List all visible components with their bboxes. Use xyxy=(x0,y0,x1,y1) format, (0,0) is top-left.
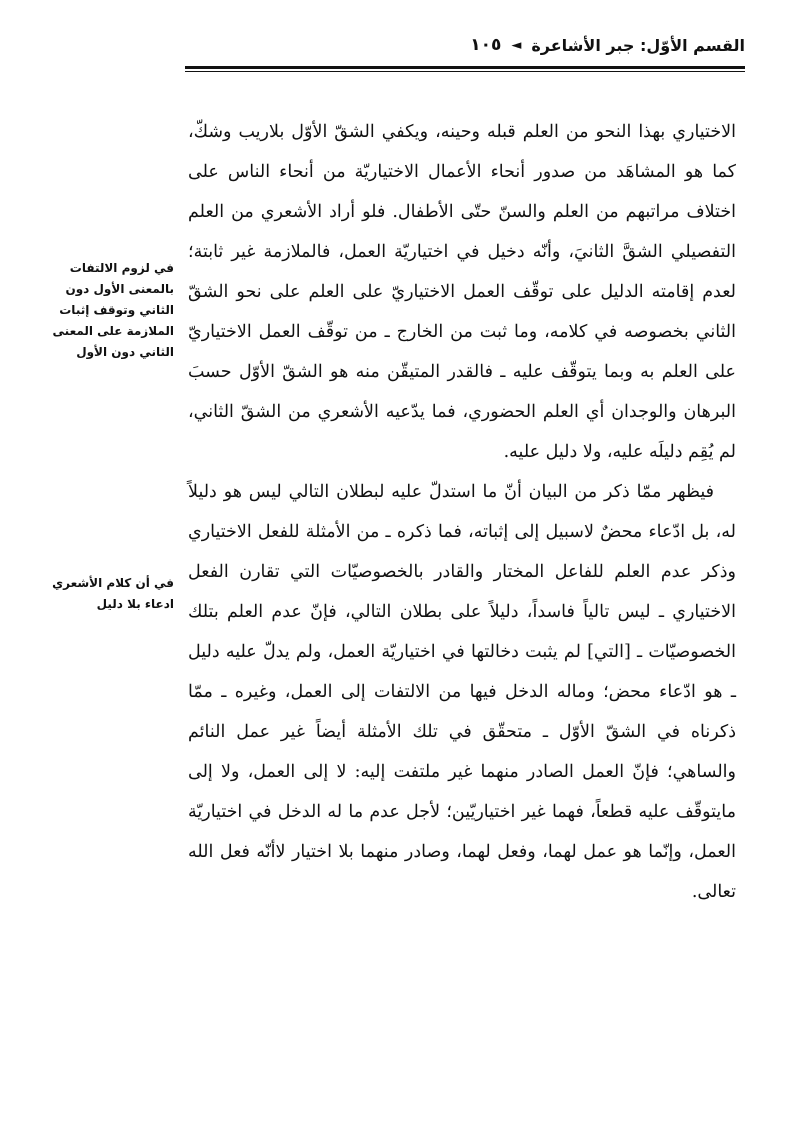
header-rule-thick xyxy=(185,66,745,69)
margin-note: في أن كلام الأشعري ادعاء بلا دليل xyxy=(52,576,174,611)
running-header xyxy=(185,30,745,60)
body-text xyxy=(188,112,736,912)
header-rule-thin xyxy=(185,71,745,72)
paragraph: الاختياري بهذا النحو من العلم قبله وحينه، ويكفي الشقّ الأوّل بلاريب وشكّ، كما هو المشاهَد من صدور أنحاء الأعمال الاختياريّة من أنحاء الناس على اختلاف مراتبهم من العلم والسنّ حتّى الأطفال. فلو أراد الأشعري من العلم التفصيلي الشقَّ الثانيَ، وأنّه دخيل في اختياريّة العمل، فالملازمة غير ثابتة؛ لعدم إقامته الدليل على توقّف العمل الاختياريّ على العلم على نحو الشقّ الثاني بخصوصه في كلامه، وما ثبت من الخارج ـ من توقّف العمل الاختياريّ على العلم به وبما يتوقّف عليه ـ فالقدر المتيقّن منه هو الشقّ الأوّل حسبَ البرهان والوجدان أي العلم الحضوري، فما يدّعيه الأشعري من الشقّ الثاني، لم يُقِم دليلَه عليه، ولا دليل عليه. xyxy=(188,122,736,462)
margin-note: في لزوم الالتفات بالمعنى الأول دون الثاني وتوقف إثبات الملازمة على المعنى الثاني دون الأول xyxy=(52,261,174,359)
header-title: القسم الأوّل: جبر الأشاعرة xyxy=(531,35,745,55)
left-arrow-icon: ◄ xyxy=(511,37,522,53)
paragraph: فيظهر ممّا ذكر من البيان أنّ ما استدلّ عليه لبطلان التالي ليس هو دليلاً له، بل ادّعاء محضٌ لاسبيل إلى إثباته، فما ذكره ـ من الأمثلة للفعل الاختياري وذكر عدم العلم للفاعل المختار والقادر بالخصوصيّات التي تقارن الفعل الاختياري ـ ليس تالياً فاسداً، دليلاً على بطلان التالي، فإنّ عدم العلم بتلك الخصوصيّات ـ [التي] لم يثبت دخالتها في اختياريّة العمل، ولم يدلّ عليه دليل ـ هو ادّعاء محض؛ وماله الدخل فيها من الالتفات إلى العمل، وغيره ـ ممّا ذكرناه في الشقّ الأوّل ـ متحقّق في تلك الأمثلة أيضاً غير عمل النائم والساهي؛ فإنّ العمل الصادر منهما غير ملتفت إليه: لا إلى العمل، ولا إلى مايتوقّف عليه قطعاً، فهما غير اختياريّين؛ لأجل عدم ما له الدخل في اختياريّة العمل، وإنّما هو عمل لهما، وفعل لهما، وصادر منهما بلا اختيار لاأنّه فعل الله تعالى. xyxy=(188,482,736,902)
page-number: ١٠٥ xyxy=(470,35,502,55)
